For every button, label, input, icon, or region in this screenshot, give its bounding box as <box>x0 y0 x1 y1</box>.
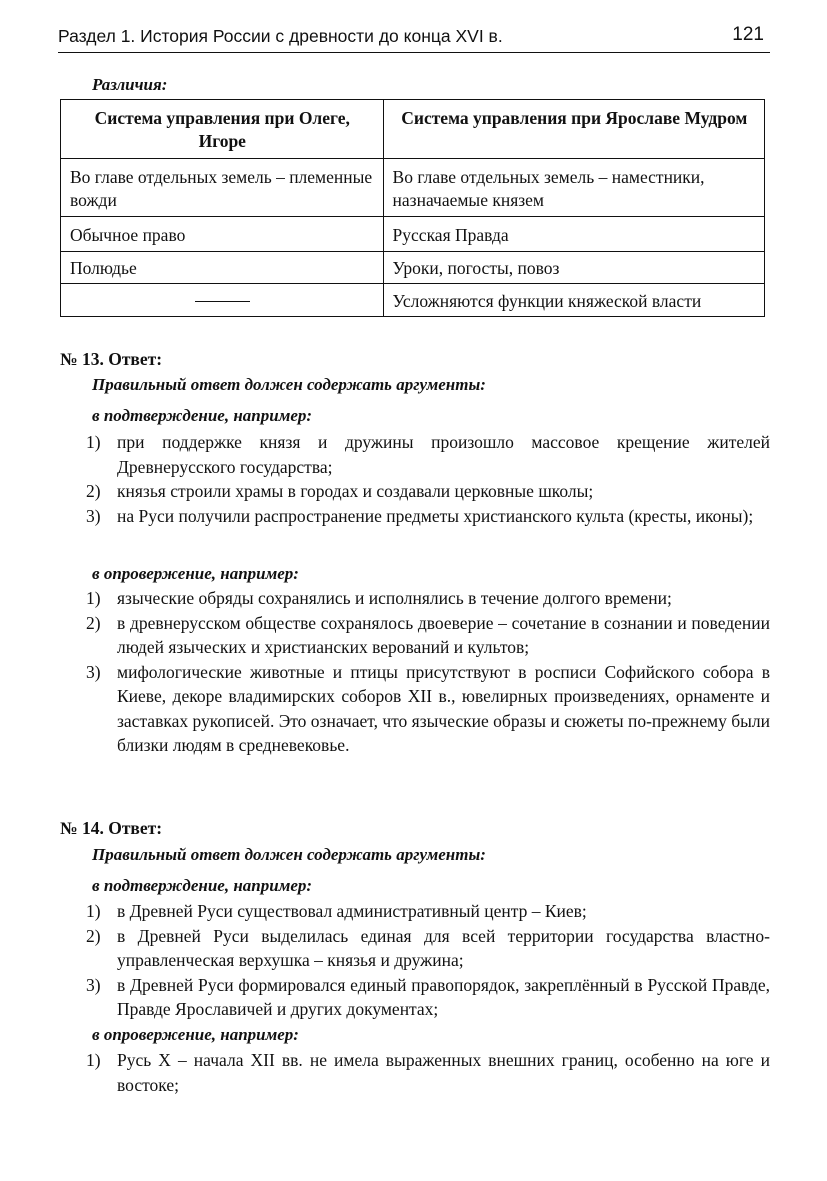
table-cell-empty <box>61 284 384 317</box>
list-item: 2) князья строили храмы в городах и создавали церковные школы; <box>86 481 594 501</box>
list-item: 1) языческие обряды сохранялись и исполнялись в течение долгого времени; <box>86 588 672 608</box>
list-item: 2) в Древней Руси выделилась единая для всей территории государства властно-управленческая верхушка – князья и дружина; <box>86 925 770 970</box>
q14-heading: № 14. Ответ: <box>60 818 163 838</box>
q14-refute-label: в опровержение, например: <box>92 1025 299 1044</box>
table-cell: Полюдье <box>61 252 384 284</box>
list-item: 1) в Древней Руси существовал административный центр – Киев; <box>86 901 587 921</box>
table-cell: Русская Правда <box>383 217 764 252</box>
q13-intro: Правильный ответ должен содержать аргументы: <box>92 375 486 394</box>
table-row <box>61 284 765 317</box>
differences-label: Различия: <box>92 75 168 94</box>
comparison-table <box>60 99 765 317</box>
page-header <box>58 24 770 53</box>
list-item: 1) Русь X – начала XII вв. не имела выраженных внешних границ, особенно на юге и востоке; <box>86 1050 770 1095</box>
list-item: 1) при поддержке князя и дружины произошло массовое крещение жителей Древнерусского государства; <box>86 432 770 477</box>
page-number: 121 <box>732 24 764 45</box>
q14-confirm-list <box>86 899 770 1022</box>
table-row <box>61 159 765 217</box>
q14-confirm-label: в подтверждение, например: <box>92 876 313 895</box>
section-title: Раздел 1. История России с древности до конца XVI в. <box>58 26 503 46</box>
table-header-cell: Система управления при Ярославе Мудром <box>383 100 764 159</box>
list-item: 2) в древнерусском обществе сохранялось двоеверие – сочетание в сознании и поведении людей языческих и христианских верований и культов; <box>86 612 770 657</box>
dash-line <box>195 301 250 302</box>
q13-confirm-list <box>86 430 770 528</box>
table-cell: Во главе отдельных земель – племенные вожди <box>61 159 384 217</box>
q14-intro: Правильный ответ должен содержать аргументы: <box>92 845 486 864</box>
table-cell: Во главе отдельных земель – наместники, назначаемые князем <box>383 159 764 217</box>
table-cell: Усложняются функции княжеской власти <box>383 284 764 317</box>
list-item: 3) в Древней Руси формировался единый правопорядок, закреплённый в Русской Правде, Правде Ярославичей и других документах; <box>86 974 770 1019</box>
q13-heading: № 13. Ответ: <box>60 349 163 369</box>
table-header-cell: Система управления при Олеге, Игоре <box>61 100 384 159</box>
table-cell: Обычное право <box>61 217 384 252</box>
table-row <box>61 252 765 284</box>
q13-refute-list <box>86 586 770 758</box>
q13-refute-label: в опровержение, например: <box>92 564 299 583</box>
list-item: 3) на Руси получили распространение предметы христианского культа (кресты, иконы); <box>86 505 754 526</box>
table-header-row <box>61 100 765 159</box>
q13-confirm-label: в подтверждение, например: <box>92 406 313 425</box>
list-item: 3) мифологические животные и птицы присутствуют в росписи Софийского собора в Киеве, декоре владимирских соборов XII в., ювелирных произведениях, орнаменте и заставках рукописей. Это означает, что языческие образы и сюжеты по-прежнему были близки людям в средневековье. <box>86 661 770 755</box>
table-cell: Уроки, погосты, повоз <box>383 252 764 284</box>
table-row <box>61 217 765 252</box>
q14-refute-list <box>86 1048 770 1097</box>
